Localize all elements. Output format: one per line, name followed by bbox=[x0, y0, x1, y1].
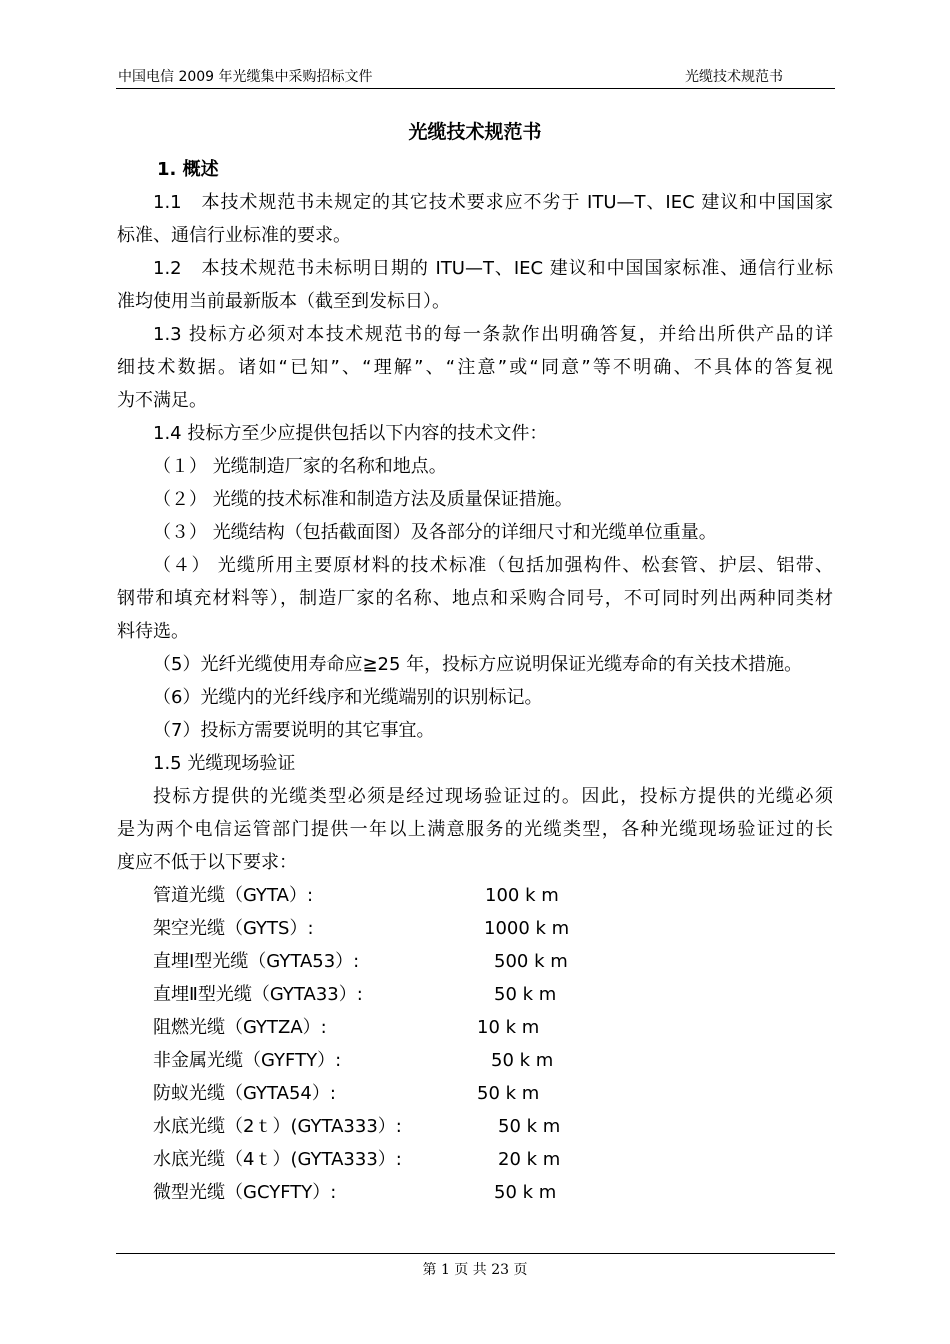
spec-name: 架空光缆（GYTS）: bbox=[153, 918, 314, 939]
spec-value: 50 k m bbox=[498, 1116, 561, 1137]
spec-row bbox=[117, 1110, 833, 1143]
document-body bbox=[117, 153, 833, 1209]
paragraph-1-1-line-2: 标准、通信行业标准的要求。 bbox=[117, 225, 351, 246]
subsection-heading-1-5: 1.5 光缆现场验证 bbox=[153, 753, 296, 774]
list-item-4-line-3: 料待选。 bbox=[117, 621, 189, 642]
spec-name: 防蚁光缆（GYTA54）: bbox=[153, 1083, 336, 1104]
list-item: （7）投标方需要说明的其它事宜。 bbox=[153, 720, 435, 741]
paragraph-1-5-line-3: 度应不低于以下要求： bbox=[117, 852, 297, 873]
list-item: （２） 光缆的技术标准和制造方法及质量保证措施。 bbox=[153, 489, 573, 510]
spec-row bbox=[117, 1143, 833, 1176]
spec-name: 水底光缆（2ｔ）(GYTA333）: bbox=[153, 1116, 402, 1137]
spec-value: 500 k m bbox=[494, 951, 568, 972]
header-left-text: 中国电信 2009 年光缆集中采购招标文件 bbox=[118, 69, 373, 85]
spec-value: 10 k m bbox=[477, 1017, 540, 1038]
paragraph-1-3-line-2: 细技术数据。诸如“已知”、“理解”、“注意”或“同意”等不明确、不具体的答复视 bbox=[117, 357, 833, 378]
spec-row bbox=[117, 1176, 833, 1209]
spec-row bbox=[117, 879, 833, 912]
list-item-4-line-1: （４） 光缆所用主要原材料的技术标准（包括加强构件、松套管、护层、铝带、 bbox=[153, 555, 833, 576]
paragraph-1-1-line-1: 1.1 本技术规范书未规定的其它技术要求应不劣于 ITU—T、IEC 建议和中国国家 bbox=[153, 192, 833, 213]
spec-row bbox=[117, 945, 833, 978]
spec-name: 管道光缆（GYTA）: bbox=[153, 885, 314, 906]
spec-name: 微型光缆（GCYFTY）: bbox=[153, 1182, 337, 1203]
paragraph-1-5-line-2: 是为两个电信运管部门提供一年以上满意服务的光缆类型，各种光缆现场验证过的长 bbox=[117, 819, 833, 840]
section-heading: 1. 概述 bbox=[157, 159, 219, 180]
spec-value: 20 k m bbox=[498, 1149, 561, 1170]
spec-row bbox=[117, 1044, 833, 1077]
list-item: （１） 光缆制造厂家的名称和地点。 bbox=[153, 456, 447, 477]
spec-row bbox=[117, 978, 833, 1011]
header-right-text: 光缆技术规范书 bbox=[685, 69, 783, 85]
spec-value: 50 k m bbox=[491, 1050, 554, 1071]
paragraph-1-3-line-3: 为不满足。 bbox=[117, 390, 207, 411]
paragraph-1-2-line-2: 准均使用当前最新版本（截至到发标日）。 bbox=[117, 291, 450, 312]
spec-name: 水底光缆（4ｔ）(GYTA333）: bbox=[153, 1149, 402, 1170]
paragraph-1-2-line-1: 1.2 本技术规范书未标明日期的 ITU—T、IEC 建议和中国国家标准、通信行业标 bbox=[153, 258, 833, 279]
paragraph-1-4: 1.4 投标方至少应提供包括以下内容的技术文件： bbox=[153, 423, 548, 444]
page-number: 第 1 页 共 23 页 bbox=[422, 1262, 528, 1278]
spec-value: 1000 k m bbox=[484, 918, 570, 939]
paragraph-1-5-line-1: 投标方提供的光缆类型必须是经过现场验证过的。因此，投标方提供的光缆必须 bbox=[153, 786, 833, 807]
spec-value: 100 k m bbox=[485, 885, 559, 906]
spec-value: 50 k m bbox=[494, 984, 557, 1005]
spec-value: 50 k m bbox=[477, 1083, 540, 1104]
spec-value: 50 k m bbox=[494, 1182, 557, 1203]
spec-name: 阻燃光缆（GYTZA）: bbox=[153, 1017, 327, 1038]
paragraph-1-3-line-1: 1.3 投标方必须对本技术规范书的每一条款作出明确答复，并给出所供产品的详 bbox=[153, 324, 833, 345]
footer-divider bbox=[116, 1253, 835, 1254]
spec-row bbox=[117, 912, 833, 945]
list-item: （6）光缆内的光纤线序和光缆端别的识别标记。 bbox=[153, 687, 543, 708]
list-item-4-line-2: 钢带和填充材料等），制造厂家的名称、地点和采购合同号，不可同时列出两种同类材 bbox=[117, 588, 833, 609]
page-header bbox=[116, 64, 835, 89]
spec-name: 直埋Ⅱ型光缆（GYTA33）: bbox=[153, 984, 363, 1005]
document-title: 光缆技术规范书 bbox=[408, 121, 542, 143]
spec-row bbox=[117, 1077, 833, 1110]
list-item: （5）光纤光缆使用寿命应≧25 年，投标方应说明保证光缆寿命的有关技术措施。 bbox=[153, 654, 803, 675]
spec-name: 非金属光缆（GYFTY）: bbox=[153, 1050, 342, 1071]
spec-name: 直埋Ⅰ型光缆（GYTA53）: bbox=[153, 951, 360, 972]
list-item: （３） 光缆结构（包括截面图）及各部分的详细尺寸和光缆单位重量。 bbox=[153, 522, 717, 543]
spec-row bbox=[117, 1011, 833, 1044]
